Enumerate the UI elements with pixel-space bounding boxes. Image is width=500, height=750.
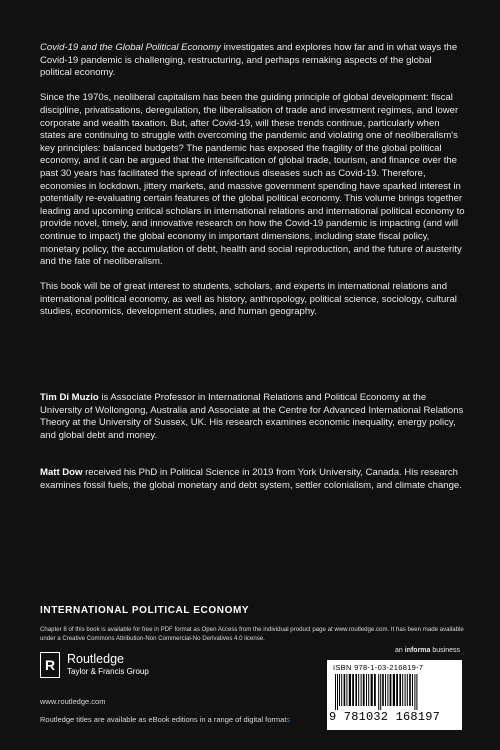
barcode-bar — [405, 674, 406, 706]
blurb-paragraph-2: Since the 1970s, neoliberal capitalism has been the guiding principle of global development: fiscal discipline, privatisations, deregulation, the liberalisation of trade and investment regimes, and lower corporate and wealth taxation. But, after Covid-19, will these trends continue, particularly when states are continuing to struggle with overcoming the pandemic and violating one of neoliberalism's key principles: balanced budgets? The pandemic has exposed the fragility of the global political economy, and it can be argued that the intensification of global trade, tourism, and finance over the past 30 years has facilitated the spread of infectious diseases such as Covid-19. Therefore, economies in lockdown, jittery markets, and massive government spending have sparked interest in potentially re-evaluating certain features of the global political economy. This volume brings together leading and upcoming critical scholars in international relations and international political economy to provide novel, timely, and innovative research on how the Covid-19 pandemic is impacting (and will continue to impact) the global economy in important dimensions, including state fiscal policy, monetary policy, the accumulation of debt, health and social reproduction, and the future of austerity and the fate of neoliberalism. — [40, 92, 465, 268]
barcode-bar — [361, 674, 362, 706]
routledge-r-icon: R — [40, 652, 60, 678]
barcode-bar — [349, 674, 351, 706]
barcode-bar — [412, 674, 413, 706]
barcode-bar — [344, 674, 346, 706]
author-name: Tim Di Muzio — [40, 392, 99, 403]
barcode-bar — [380, 674, 381, 710]
barcode-bar — [399, 674, 401, 706]
publisher-website[interactable]: www.routledge.com — [40, 697, 106, 706]
description — [40, 42, 466, 332]
blurb-paragraph-1: Covid-19 and the Global Political Economy investigates and explores how far and in what ways the Covid-19 pandemic is challenging, restructuring, and perhaps remaking aspects of the global political economy. — [40, 42, 458, 79]
ebook-note: Routledge titles are available as eBook editions in a range of digital formats — [40, 715, 291, 724]
blurb-paragraph-3: This book will be of great interest to students, scholars, and experts in international relations and international political economy, as well as history, anthropology, political science, sociology, cultural studies, economics, development studies, and human geography. — [40, 281, 457, 318]
informa-business-tag: an informa business — [395, 647, 460, 654]
barcode-bar — [355, 674, 357, 706]
barcode-bar — [390, 674, 392, 706]
publisher-name: Routledge — [67, 652, 124, 666]
barcode-bar — [374, 674, 376, 706]
barcode-bar — [393, 674, 395, 706]
barcode-bar — [402, 674, 403, 706]
barcode-bar — [396, 674, 398, 706]
barcode-bar — [335, 674, 336, 710]
barcode-bar — [341, 674, 342, 706]
isbn-number: ISBN 978-1-03-216819-7 — [333, 663, 424, 672]
barcode-bar — [346, 674, 347, 706]
barcode-bars — [335, 674, 455, 710]
barcode-bar — [416, 674, 417, 710]
open-access-note: Chapter 8 of this book is available for free in PDF format as Open Access from the individual product page at www.routledge.com. It has been made available under a Creative Commons Attribution-Non Commercial-No Derivatives 4.0 license. — [40, 626, 464, 642]
barcode-bar — [382, 674, 384, 706]
barcode-bar — [407, 674, 408, 706]
barcode-bar — [409, 674, 411, 706]
barcode-bar — [371, 674, 373, 706]
series-name: INTERNATIONAL POLITICAL ECONOMY — [40, 605, 250, 616]
author-bio-1: Tim Di Muzio is Associate Professor in International Relations and Political Economy at the University of Wollongong, Australia and Associate at the Centre for Advanced International Relations Theory at the University of Sussex, UK. His research examines economic inequality, energy policy, and global debt and money. — [40, 392, 464, 441]
barcode — [327, 660, 462, 730]
barcode-bar — [385, 674, 386, 706]
barcode-bar — [339, 674, 340, 706]
barcode-bar — [352, 674, 354, 706]
publisher-group: Taylor & Francis Group — [67, 667, 149, 676]
barcode-bar — [368, 674, 369, 706]
barcode-digits: 9 781032 168197 — [329, 710, 441, 724]
barcode-bar — [337, 674, 338, 710]
barcode-bar — [387, 674, 388, 706]
book-title: Covid-19 and the Global Political Economy — [40, 42, 221, 53]
barcode-bar — [363, 674, 365, 706]
author-name: Matt Dow — [40, 467, 83, 478]
barcode-bar — [378, 674, 379, 710]
barcode-bar — [414, 674, 415, 710]
barcode-bar — [366, 674, 367, 706]
author-bio-2: Matt Dow received his PhD in Political Science in 2019 from York University, Canada. His research examines fossil fuels, the global monetary and debt system, settler colonialism, and climate change. — [40, 467, 462, 491]
barcode-bar — [358, 674, 359, 706]
